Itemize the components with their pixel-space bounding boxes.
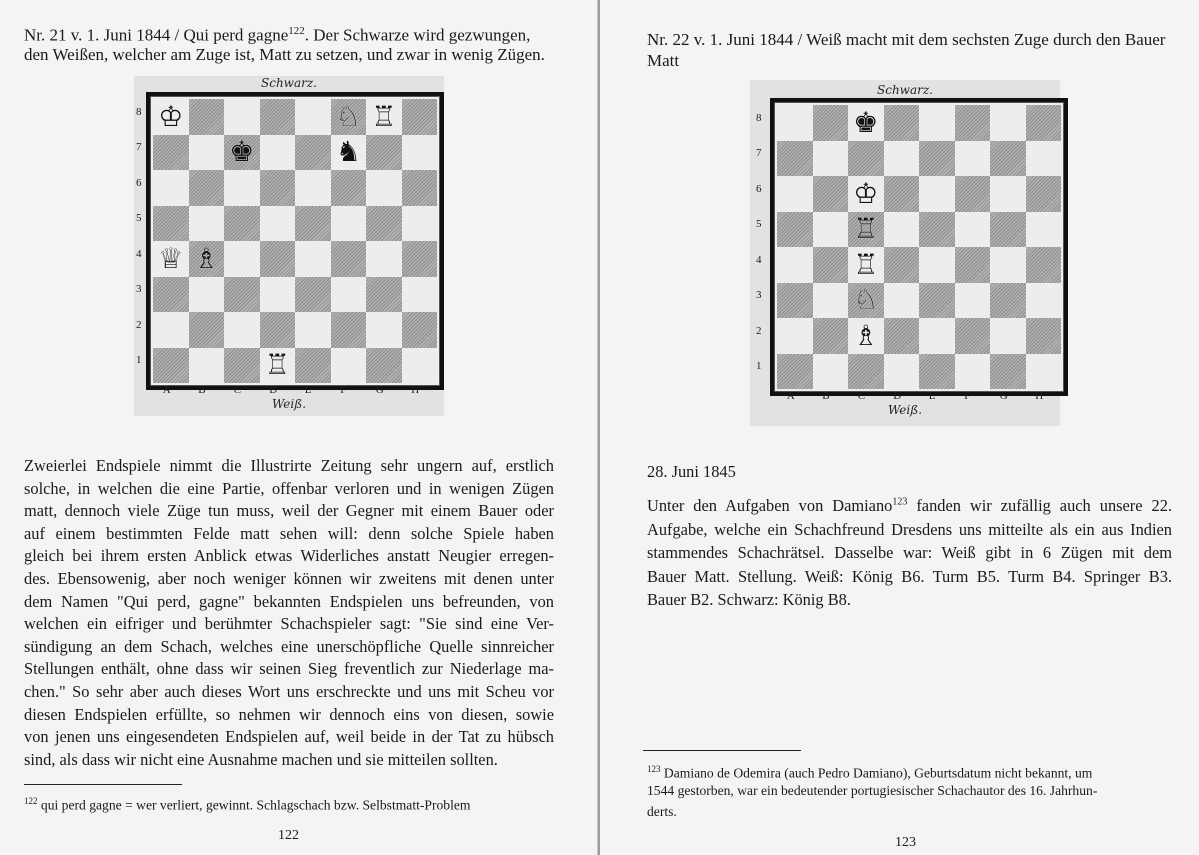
rank-label: 1 <box>136 354 142 367</box>
square-g3[interactable] <box>366 277 402 313</box>
paragraph-line: dem Namen "Qui perd, gagne" bekannten Endspielen uns befreunden, von <box>24 591 554 611</box>
square-f4[interactable] <box>955 247 991 283</box>
white-rook-icon[interactable]: ♖ <box>853 212 879 246</box>
square-e3[interactable] <box>295 277 331 313</box>
square-d4[interactable] <box>884 247 920 283</box>
black-king-icon[interactable]: ♚ <box>853 105 879 139</box>
square-g5[interactable] <box>990 212 1026 248</box>
square-a2[interactable] <box>777 318 813 354</box>
paragraph-line: chen." So sehr aber auch dieses Wort uns erschreckte und uns mit Scheu vor <box>24 682 554 701</box>
footnote-line: 1544 gestorben, war ein bedeutender portugiesischer Schachautor des 16. Jahrhun- <box>647 783 1098 798</box>
rank-label: 4 <box>756 253 762 266</box>
rank-label: 5 <box>756 218 762 231</box>
square-e2[interactable] <box>919 318 955 354</box>
footnote-ref[interactable]: 123 <box>892 496 908 508</box>
square-c3[interactable] <box>224 277 260 313</box>
square-b1[interactable] <box>813 354 849 390</box>
board-bottom-label: Weiß. <box>887 403 923 417</box>
square-h2[interactable] <box>1026 318 1062 354</box>
square-d1[interactable] <box>884 354 920 390</box>
rank-label: 2 <box>136 318 142 331</box>
file-label: F <box>340 384 347 396</box>
square-c2[interactable] <box>848 318 884 354</box>
square-b3[interactable] <box>189 277 225 313</box>
square-b5[interactable] <box>813 212 849 248</box>
square-b5[interactable] <box>189 206 225 242</box>
board-bottom-label: Weiß. <box>271 397 307 411</box>
left-page <box>0 0 598 855</box>
square-a7[interactable] <box>153 135 189 171</box>
file-label: G <box>375 384 384 396</box>
file-label: D <box>893 390 902 402</box>
square-e7[interactable] <box>295 135 331 171</box>
square-g6[interactable] <box>990 176 1026 212</box>
square-e5[interactable] <box>295 206 331 242</box>
rank-label: 1 <box>756 360 762 373</box>
text: fanden wir zufällig auch unsere 22. <box>907 496 1173 515</box>
footnote-rule <box>24 784 182 785</box>
page-number: 123 <box>895 835 916 850</box>
square-h6[interactable] <box>402 170 438 206</box>
square-g7[interactable] <box>990 141 1026 177</box>
square-h3[interactable] <box>402 277 438 313</box>
square-g4[interactable] <box>990 247 1026 283</box>
square-g7[interactable] <box>366 135 402 171</box>
square-a4[interactable] <box>777 247 813 283</box>
square-b7[interactable] <box>189 135 225 171</box>
file-label: B <box>198 384 206 396</box>
paragraph-line: solche, in welchen die eine Partie, offenbar verloren und in wenigen Zügen <box>24 478 554 498</box>
rank-label: 6 <box>136 176 142 189</box>
square-c4[interactable] <box>224 241 260 277</box>
square-g8[interactable] <box>990 105 1026 141</box>
square-c6[interactable] <box>848 176 884 212</box>
square-f6[interactable] <box>331 170 367 206</box>
square-b8[interactable] <box>189 99 225 135</box>
rank-label: 7 <box>136 141 142 154</box>
square-f8[interactable] <box>955 105 991 141</box>
file-label: A <box>786 390 795 402</box>
paragraph-line: sündigung an dem Schach, welches eine unerschöpfliche Quelle sinnreicher <box>24 636 554 656</box>
white-knight-icon[interactable]: ♘ <box>335 99 361 133</box>
square-e8[interactable] <box>919 105 955 141</box>
file-label: C <box>233 384 242 396</box>
square-b2[interactable] <box>813 318 849 354</box>
square-e6[interactable] <box>295 170 331 206</box>
square-f5[interactable] <box>331 206 367 242</box>
white-rook-icon[interactable]: ♖ <box>264 348 290 382</box>
date-line: 28. Juni 1845 <box>647 462 736 481</box>
square-a1[interactable] <box>153 348 189 384</box>
paragraph-line: Stellungen enthält, ohne dass wir seinen Sieg freventlich zur Niederlage ma- <box>24 659 554 679</box>
footnote-122 <box>24 792 470 815</box>
file-label: F <box>964 390 971 402</box>
footnote-ref[interactable]: 122 <box>288 25 305 37</box>
file-label: E <box>304 384 312 396</box>
square-f5[interactable] <box>955 212 991 248</box>
square-h8[interactable] <box>402 99 438 135</box>
file-label: B <box>822 390 830 402</box>
square-d5[interactable] <box>260 206 296 242</box>
square-e1[interactable] <box>295 348 331 384</box>
rank-label: 8 <box>756 111 762 124</box>
square-e5[interactable] <box>919 212 955 248</box>
paragraph-line: Zweierlei Endspiele nimmt die Illustrirte Zeitung sehr ungern auf, erstlich <box>24 456 554 475</box>
square-d3[interactable] <box>884 283 920 319</box>
footnote-number: 122 <box>24 796 38 806</box>
rank-label: 4 <box>136 247 142 260</box>
white-knight-icon[interactable]: ♘ <box>853 283 879 317</box>
square-g8[interactable] <box>366 99 402 135</box>
square-h5[interactable] <box>402 206 438 242</box>
text: Unter den Aufgaben von Damiano <box>647 496 893 515</box>
square-a4[interactable] <box>153 241 189 277</box>
square-f7[interactable] <box>331 135 367 171</box>
square-a8[interactable] <box>777 105 813 141</box>
square-e4[interactable] <box>919 247 955 283</box>
board-squares <box>153 99 437 383</box>
chessboard-figure-21 <box>134 76 444 416</box>
paragraph-line: Bauer Matt. Stellung. Weiß: König B6. Turm B5. Turm B4. Springer B3. <box>647 566 1172 586</box>
file-label: A <box>162 384 171 396</box>
square-g2[interactable] <box>990 318 1026 354</box>
square-d7[interactable] <box>260 135 296 171</box>
square-h4[interactable] <box>1026 247 1062 283</box>
black-knight-icon[interactable]: ♞ <box>335 135 361 169</box>
square-g1[interactable] <box>366 348 402 384</box>
heading-text: Nr. 21 v. 1. Juni 1844 / Qui perd gagne <box>24 25 289 45</box>
square-e6[interactable] <box>919 176 955 212</box>
board-top-label: Schwarz. <box>877 83 933 97</box>
square-e3[interactable] <box>919 283 955 319</box>
paragraph-line: von jenen uns eingesendeten Endspielen auf, weil beide in der Tat zu hübsch <box>24 727 554 747</box>
paragraph-line: gleich bei ihrem ersten Anblick etwas Widerliches anstatt Neugier erregen- <box>24 546 554 566</box>
chessboard <box>146 92 444 390</box>
rank-label: 5 <box>136 212 142 225</box>
square-f1[interactable] <box>955 354 991 390</box>
square-b2[interactable] <box>189 312 225 348</box>
square-c8[interactable] <box>848 105 884 141</box>
square-a6[interactable] <box>777 176 813 212</box>
paragraph-line: auf einem bestimmten Felde matt sehen will: denn solche Spiele haben <box>24 523 554 543</box>
footnote-text: Damiano de Odemira (auch Pedro Damiano), Geburtsdatum nicht bekannt, um <box>660 765 1093 781</box>
square-a2[interactable] <box>153 312 189 348</box>
white-king-icon[interactable]: ♔ <box>158 99 184 133</box>
square-f4[interactable] <box>331 241 367 277</box>
black-king-icon[interactable]: ♚ <box>229 135 255 169</box>
white-queen-icon[interactable]: ♕ <box>158 241 184 275</box>
square-g2[interactable] <box>366 312 402 348</box>
square-f3[interactable] <box>955 283 991 319</box>
square-b4[interactable] <box>189 241 225 277</box>
square-g3[interactable] <box>990 283 1026 319</box>
square-f2[interactable] <box>955 318 991 354</box>
square-h6[interactable] <box>1026 176 1062 212</box>
square-d8[interactable] <box>884 105 920 141</box>
square-f3[interactable] <box>331 277 367 313</box>
right-page <box>600 0 1199 855</box>
square-d3[interactable] <box>260 277 296 313</box>
file-label: H <box>411 384 420 396</box>
paragraph-line: sind, als dass wir nicht eine Ausnahme machen und sie mitteilen sollten. <box>24 749 498 769</box>
square-a3[interactable] <box>153 277 189 313</box>
paragraph-line <box>647 495 1172 518</box>
square-g6[interactable] <box>366 170 402 206</box>
paragraph-line: welchen ein eifriger und berühmter Schachspieler sagt: "Sie sind eine Ver- <box>24 614 554 634</box>
square-b1[interactable] <box>189 348 225 384</box>
square-d1[interactable] <box>260 348 296 384</box>
square-b8[interactable] <box>813 105 849 141</box>
square-c2[interactable] <box>224 312 260 348</box>
square-c1[interactable] <box>848 354 884 390</box>
white-rook-icon[interactable]: ♖ <box>371 99 397 133</box>
square-e4[interactable] <box>295 241 331 277</box>
white-rook-icon[interactable]: ♖ <box>853 247 879 281</box>
file-label: D <box>269 384 278 396</box>
paragraph-line: Bauer B2. Schwarz: König B8. <box>647 590 851 609</box>
square-c5[interactable] <box>224 206 260 242</box>
heading-text: . Der Schwarze wird gezwungen, <box>304 25 531 45</box>
square-d6[interactable] <box>260 170 296 206</box>
square-h1[interactable] <box>402 348 438 384</box>
square-e2[interactable] <box>295 312 331 348</box>
file-label: H <box>1035 390 1044 402</box>
white-bishop-icon[interactable]: ♗ <box>853 318 879 352</box>
square-d2[interactable] <box>260 312 296 348</box>
square-a6[interactable] <box>153 170 189 206</box>
footnote-rule <box>643 750 801 751</box>
square-e8[interactable] <box>295 99 331 135</box>
paragraph-line: Aufgabe, welche ein Schachfreund Dresdens uns mitteilte als ein aus Indien <box>647 519 1172 539</box>
square-c6[interactable] <box>224 170 260 206</box>
rank-label: 3 <box>136 283 142 296</box>
square-a5[interactable] <box>777 212 813 248</box>
square-h5[interactable] <box>1026 212 1062 248</box>
rank-label: 2 <box>756 324 762 337</box>
square-f8[interactable] <box>331 99 367 135</box>
rank-label: 7 <box>756 147 762 160</box>
square-d5[interactable] <box>884 212 920 248</box>
problem-21-heading <box>24 20 530 47</box>
problem-22-heading-line2: Matt <box>647 51 680 70</box>
footnote-number: 123 <box>647 764 661 774</box>
file-label: G <box>999 390 1008 402</box>
board-squares <box>777 105 1061 389</box>
square-h7[interactable] <box>1026 141 1062 177</box>
square-a1[interactable] <box>777 354 813 390</box>
square-d8[interactable] <box>260 99 296 135</box>
square-a8[interactable] <box>153 99 189 135</box>
chessboard-figure-22 <box>750 80 1060 426</box>
problem-21-heading-line2: den Weißen, welcher am Zuge ist, Matt zu setzen, und zwar in wenig Zügen. <box>24 45 545 64</box>
square-h3[interactable] <box>1026 283 1062 319</box>
square-c8[interactable] <box>224 99 260 135</box>
paragraph-line: matt, dennoch viele Züge tun muss, weil der Gegner mit einem Bauer oder <box>24 501 554 521</box>
square-b4[interactable] <box>813 247 849 283</box>
square-b7[interactable] <box>813 141 849 177</box>
square-d6[interactable] <box>884 176 920 212</box>
file-label: E <box>928 390 936 402</box>
square-c7[interactable] <box>224 135 260 171</box>
rank-label: 8 <box>136 105 142 118</box>
square-h7[interactable] <box>402 135 438 171</box>
footnote-text: qui perd gagne = wer verliert, gewinnt. Schlagschach bzw. Selbstmatt-Problem <box>37 797 471 813</box>
square-c7[interactable] <box>848 141 884 177</box>
chessboard <box>770 98 1068 396</box>
square-h4[interactable] <box>402 241 438 277</box>
square-g4[interactable] <box>366 241 402 277</box>
footnote-line: derts. <box>647 804 677 819</box>
white-bishop-icon[interactable]: ♗ <box>193 241 219 275</box>
square-c1[interactable] <box>224 348 260 384</box>
square-f1[interactable] <box>331 348 367 384</box>
page-number: 122 <box>278 828 299 843</box>
square-c5[interactable] <box>848 212 884 248</box>
square-d7[interactable] <box>884 141 920 177</box>
square-d2[interactable] <box>884 318 920 354</box>
square-e7[interactable] <box>919 141 955 177</box>
square-g1[interactable] <box>990 354 1026 390</box>
square-e1[interactable] <box>919 354 955 390</box>
square-f6[interactable] <box>955 176 991 212</box>
square-h8[interactable] <box>1026 105 1062 141</box>
white-king-icon[interactable]: ♔ <box>853 176 879 210</box>
square-a3[interactable] <box>777 283 813 319</box>
square-h1[interactable] <box>1026 354 1062 390</box>
square-a5[interactable] <box>153 206 189 242</box>
square-f7[interactable] <box>955 141 991 177</box>
square-b3[interactable] <box>813 283 849 319</box>
paragraph-line: des. Ebensowenig, aber noch weniger können wir zweitens mit denen unter <box>24 569 554 588</box>
square-c3[interactable] <box>848 283 884 319</box>
board-top-label: Schwarz. <box>261 76 317 90</box>
file-label: C <box>857 390 866 402</box>
square-f2[interactable] <box>331 312 367 348</box>
square-b6[interactable] <box>189 170 225 206</box>
rank-label: 6 <box>756 182 762 195</box>
paragraph-line: stammendes Schachrätsel. Dasselbe war: Weiß gibt in 6 Zügen mit dem <box>647 543 1172 562</box>
square-b6[interactable] <box>813 176 849 212</box>
paragraph-line: diesen Endspielen erfüllte, so nehmen wir dennoch eins von diesen, sowie <box>24 704 554 724</box>
square-a7[interactable] <box>777 141 813 177</box>
problem-22-heading: Nr. 22 v. 1. Juni 1844 / Weiß macht mit dem sechsten Zuge durch den Bauer <box>647 30 1166 49</box>
square-h2[interactable] <box>402 312 438 348</box>
square-c4[interactable] <box>848 247 884 283</box>
rank-label: 3 <box>756 289 762 302</box>
square-g5[interactable] <box>366 206 402 242</box>
square-d4[interactable] <box>260 241 296 277</box>
footnote-line <box>647 760 1167 783</box>
